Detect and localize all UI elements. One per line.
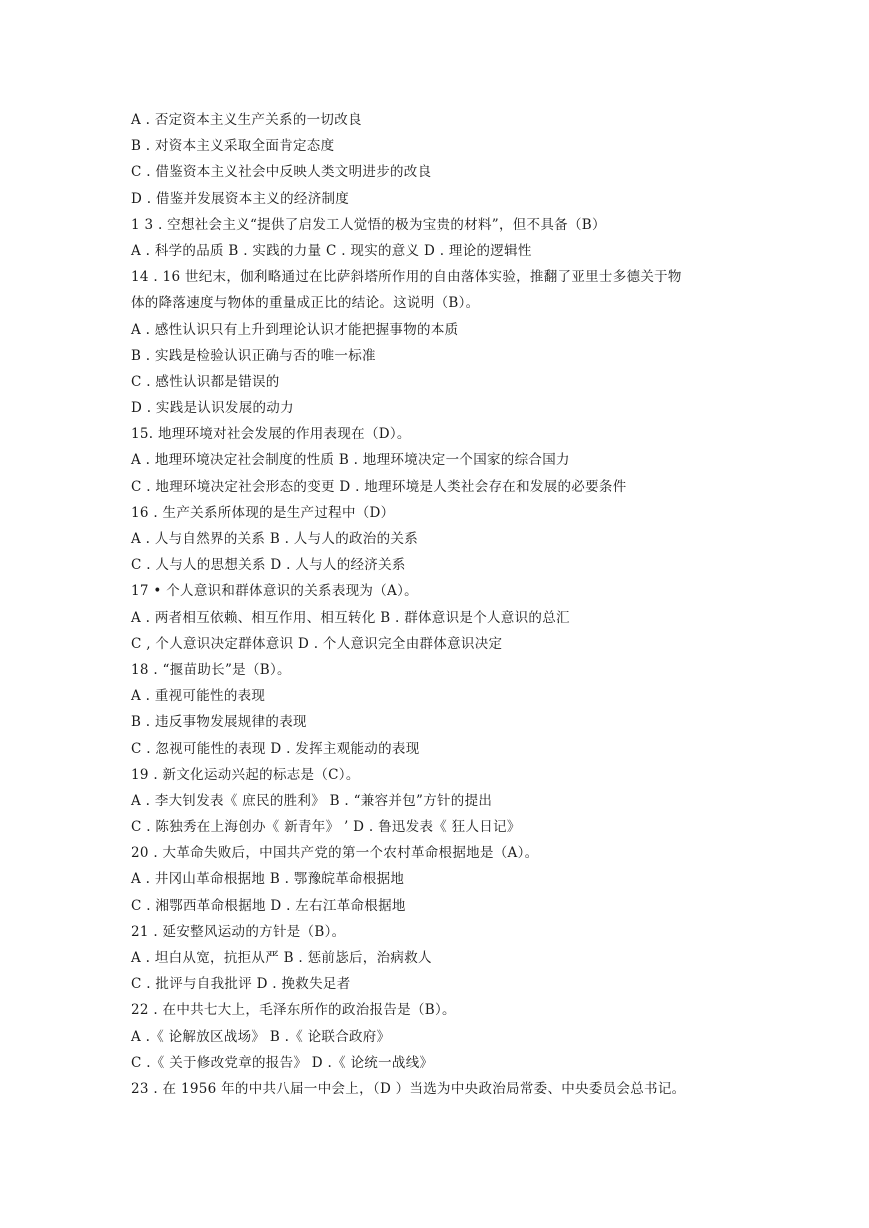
document-body	[131, 107, 831, 1102]
question-18: 18 . “揠苗助长”是（B）。	[131, 661, 291, 678]
option-line: A . 李大钊发表《 庶民的胜利》 B . “兼容并包”方针的提出	[131, 792, 493, 809]
question-13: 1 3 . 空想社会主义“提供了启发工人觉悟的极为宝贵的材料”，但不具备（B）	[131, 216, 606, 233]
option-line: A . 井冈山革命根据地 B . 鄂豫皖革命根据地	[131, 871, 405, 888]
question-21: 21 . 延安整风运动的方针是（B）。	[131, 923, 346, 940]
option-line: C . 湘鄂西革命根据地 D . 左右江革命根据地	[131, 897, 406, 914]
question-23: 23 . 在 1956 年的中共八届一中会上，（D ）当选为中央政治局常委、中央委员会总书记。	[131, 1080, 686, 1097]
option-line: C , 个人意识决定群体意识 D . 个人意识完全由群体意识决定	[131, 635, 503, 652]
option-line: D . 实践是认识发展的动力	[131, 400, 294, 417]
question-16: 16 . 生产关系所体现的是生产过程中（D）	[131, 504, 395, 521]
question-14: 14 . 16 世纪末，伽利略通过在比萨斜塔所作用的自由落体实验，推翻了亚里士多德关于物	[131, 269, 682, 286]
question-19: 19 . 新文化运动兴起的标志是（C）。	[131, 766, 360, 783]
option-line: C . 感性认识都是错误的	[131, 373, 280, 390]
question-22: 22 . 在中共七大上，毛泽东所作的政治报告是（B）。	[131, 1002, 456, 1019]
question-20: 20 . 大革命失败后，中国共产党的第一个农村革命根据地是（A）。	[131, 845, 539, 862]
option-line: C . 人与人的思想关系 D . 人与人的经济关系	[131, 557, 406, 574]
option-line: B . 实践是检验认识正确与否的唯一标准	[131, 347, 376, 364]
question-17: 17 • 个人意识和群体意识的关系表现为（A）。	[131, 583, 418, 600]
option-line: A . 科学的品质 B . 实践的力量 C . 现实的意义 D . 理论的逻辑性	[131, 242, 532, 259]
question-14-continued: 体的降落速度与物体的重量成正比的结论。这说明（B）。	[131, 295, 480, 312]
option-line: C . 忽视可能性的表现 D . 发挥主观能动的表现	[131, 740, 420, 757]
option-line: A . 地理环境决定社会制度的性质 B . 地理环境决定一个国家的综合国力	[131, 452, 570, 469]
option-line: B . 违反事物发展规律的表现	[131, 714, 307, 731]
option-line: C . 地理环境决定社会形态的变更 D . 地理环境是人类社会存在和发展的必要条件	[131, 478, 627, 495]
option-line: A . 重视可能性的表现	[131, 688, 266, 705]
option-line: C . 陈独秀在上海创办《 新青年》 ’ D . 鲁迅发表《 狂人日记》	[131, 819, 521, 836]
option-line: C .《 关于修改党章的报告》 D .《 论统一战线》	[131, 1054, 434, 1071]
option-line: B . 对资本主义采取全面肯定态度	[131, 138, 335, 155]
option-line: A . 否定资本主义生产关系的一切改良	[131, 112, 362, 128]
option-line: A .《 论解放区战场》 B .《 论联合政府》	[131, 1028, 391, 1045]
option-line: C . 批评与自我批评 D . 挽救失足者	[131, 976, 351, 993]
option-line: A . 两者相互依赖、相互作用、相互转化 B . 群体意识是个人意识的总汇	[131, 609, 570, 626]
option-line: C . 借鉴资本主义社会中反映人类文明进步的改良	[131, 164, 432, 181]
option-line: D . 借鉴并发展资本主义的经济制度	[131, 190, 350, 207]
option-line: A . 坦白从宽，抗拒从严 B . 惩前毖后，治病救人	[131, 950, 432, 966]
question-15: 15. 地理环境对社会发展的作用表现在（D）。	[131, 426, 411, 443]
option-line: A . 感性认识只有上升到理论认识才能把握事物的本质	[131, 321, 459, 338]
option-line: A . 人与自然界的关系 B . 人与人的政治的关系	[131, 531, 419, 547]
